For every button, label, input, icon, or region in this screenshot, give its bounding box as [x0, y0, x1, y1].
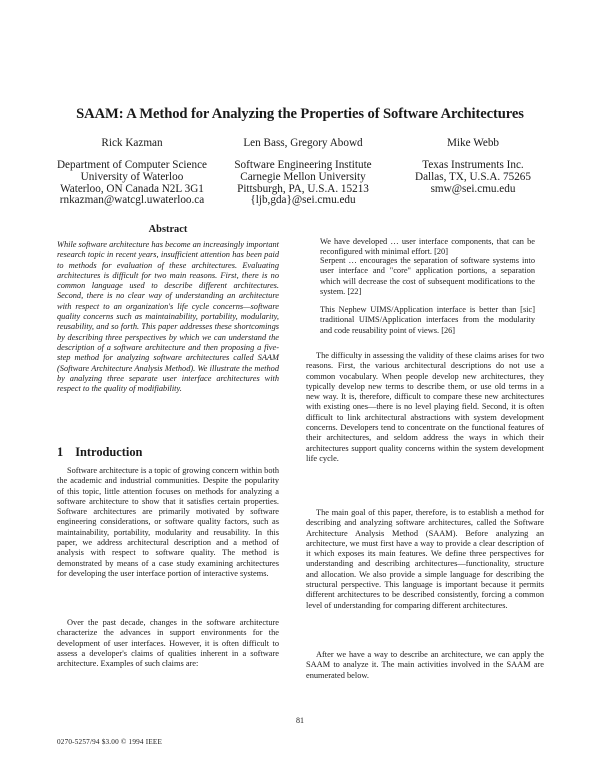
claim-quote: Serpent … encourages the separation of software systems into user interface and "core" application portions, a separation which will decrease the cost of subsequent modifications to the system. [22]	[320, 256, 535, 296]
paper-title: SAAM: A Method for Analyzing the Properties of Software Architectures	[76, 106, 524, 122]
body-paragraph: The difficulty in assessing the validity of these claims arises for two reasons. First, the various architectural descriptions do not use a common vocabulary. When people develop new architectures, they typically develop new terms to describe them, or use old terms in a new way. It is, therefore, difficult to compare these new architectures with existing ones—there is no level playing field. Second, it is often difficult to link architectural abstractions with system development concerns. Developers tend to concentrate on the functional features of their architectures, and seldom address the ways in which their architectures support quality concerns within the system development life cycle.	[306, 351, 544, 463]
section-heading	[57, 445, 142, 460]
affiliation-line: Waterloo, ON Canada N2L 3G1	[60, 182, 204, 195]
author-bass-abowd: Len Bass, Gregory Abowd	[243, 137, 363, 149]
author-email: rnkazman@watcgl.uwaterloo.ca	[59, 194, 205, 207]
affiliation-line: Carnegie Mellon University	[240, 170, 366, 183]
affiliation-bass-abowd	[223, 160, 383, 207]
author-webb: Mike Webb	[446, 137, 500, 149]
section-number: 1	[57, 445, 64, 459]
author-email: {ljb,gda}@sei.cmu.edu	[250, 194, 356, 207]
body-paragraph: After we have a way to describe an architecture, we can apply the SAAM to analyze it. The main activities involved in the SAAM are enumerated below.	[306, 650, 544, 680]
affiliation-webb	[393, 160, 553, 195]
affiliation-line: Dallas, TX, U.S.A. 75265	[414, 170, 531, 183]
body-paragraph: The main goal of this paper, therefore, is to establish a method for describing and analyzing software architectures, called the Software Architecture Analysis Method (SAAM). Before analyzing an architecture, we must first have a way to provide a clear description of it which exposes its main features. We define three perspectives for understanding and describing architectures—functionality, structure and allocation. We also provide a simple language for describing the structural perspective. This language is important because it permits different architectures to be described consistently, forcing a common level of understanding for comparing different architectures.	[306, 508, 544, 610]
abstract-text: While software architecture has become an increasingly important research topic in recent years, insufficient attention has been paid to methods for evaluation of these architectures. Evaluating architectures is difficult for two main reasons. First, there is no common language used to describe different architectures. Second, there is no clear way of understanding an architecture with respect to an organization's life cycle concerns—software quality concerns such as maintainability, portability, modularity, reusability, and so forth. This paper addresses these shortcomings by describing three perspectives by which we can understand the description of a software architecture and then proposing a five-step method for analyzing software architectures called SAAM (Software Architecture Analysis Method). We illustrate the method by analyzing three separate user interface architectures with respect to the quality of modifiability.	[57, 240, 279, 394]
claim-quote: This Nephew UIMS/Application interface is better than [sic] traditional UIMS/Application interfaces from the modularity and code reusability point of views. [26]	[320, 305, 535, 335]
copyright-notice: 0270-5257/94 $3.00 © 1994 IEEE	[57, 738, 163, 746]
section-title: Introduction	[75, 445, 143, 459]
affiliation-line: Department of Computer Science	[56, 159, 208, 171]
page-number: 81	[296, 716, 304, 725]
claim-quote: We have developed … user interface components, that can be reconfigured with minimal effort. [20]	[320, 237, 535, 257]
affiliation-line: Pittsburgh, PA, U.S.A. 15213	[237, 182, 369, 195]
author-kazman: Rick Kazman	[101, 137, 163, 149]
affiliation-line: Texas Instruments Inc.	[422, 159, 524, 171]
author-email: smw@sei.cmu.edu	[430, 182, 516, 195]
affiliation-line: Software Engineering Institute	[234, 159, 372, 171]
intro-paragraph: Software architecture is a topic of growing concern within both the academic and industrial communities. Despite the popularity of this topic, little attention focuses on methods for analyzing a software architecture to show that it satisfies certain properties. Software architectures are primarily motivated by software engineering considerations, or software quality factors, such as maintainability, portability, modularity and reusability. In this paper, we address architectural description and a method of analysis with respect to software quality. The method is demonstrated by means of a case study examining architectures for developing the user interface portion of interactive systems.	[57, 466, 279, 578]
intro-paragraph: Over the past decade, changes in the software architecture characterize the advances in support environments for the development of user interfaces. However, it is often difficult to assess a developer's claims of qualities inherent in a software architecture. Examples of such claims are:	[57, 618, 279, 669]
affiliation-line: University of Waterloo	[80, 170, 184, 183]
affiliation-kazman	[52, 160, 212, 207]
abstract-heading: Abstract	[148, 224, 188, 235]
